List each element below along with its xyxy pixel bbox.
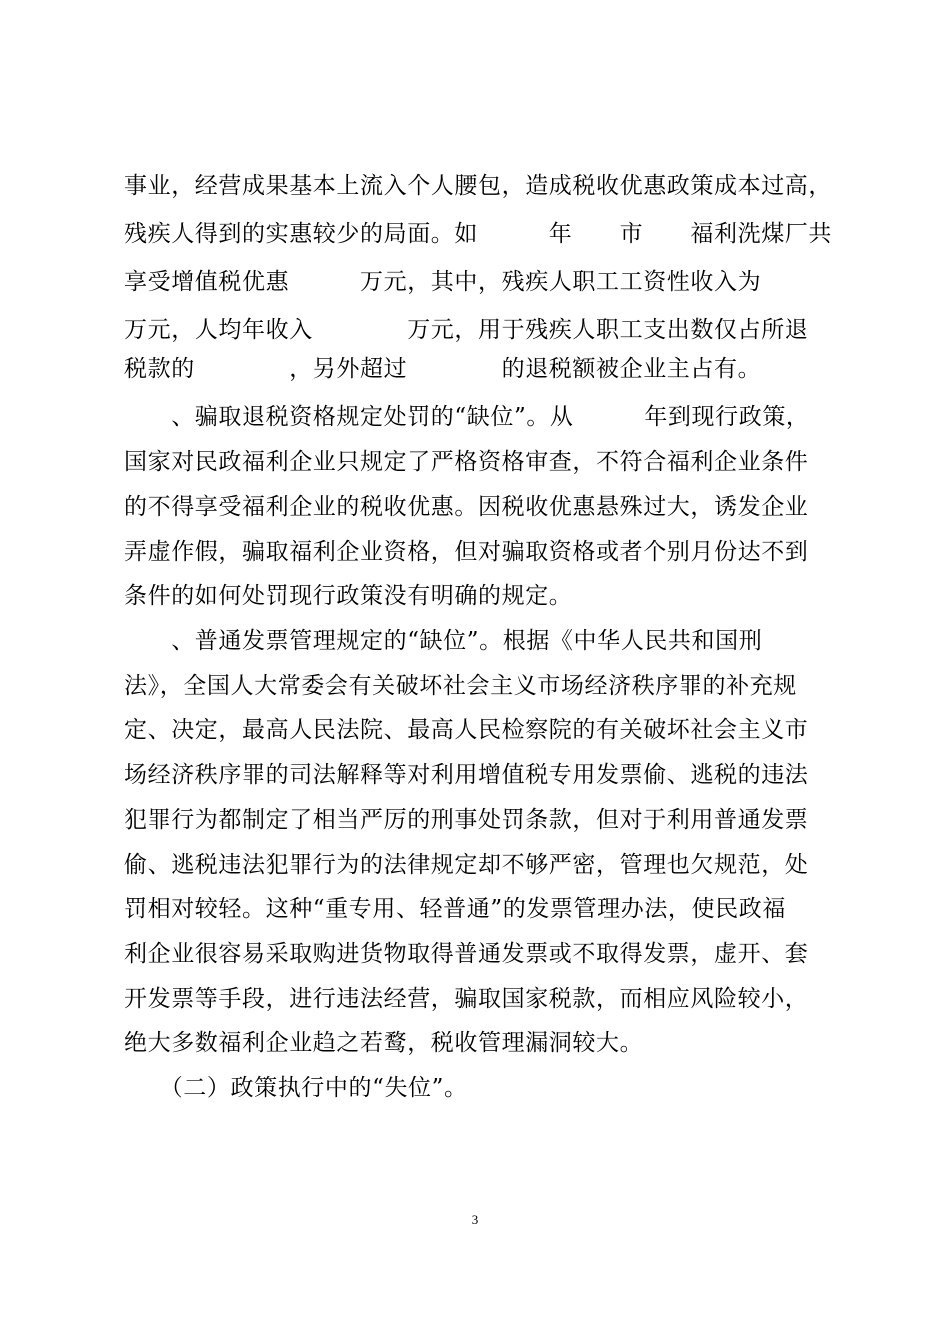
text-line-9: 弄虚作假，骗取福利企业资格，但对骗取资格或者个别月份达不到 xyxy=(124,539,809,565)
text-line-13: 定、决定，最高人民法院、最高人民检察院的有关破坏社会主义市 xyxy=(124,717,809,743)
text-line-12: 法》，全国人大常委会有关破坏社会主义市场经济秩序罪的补充规 xyxy=(124,673,797,699)
text-line-15: 犯罪行为都制定了相当严厉的刑事处罚条款，但对于利用普通发票 xyxy=(124,807,809,833)
text-line-11: 、普通发票管理规定的“缺位”。根据《中华人民共和国刑 xyxy=(124,628,763,654)
text-line-16: 偷、逃税违法犯罪行为的法律规定却不够严密，管理也欠规范，处 xyxy=(124,852,809,878)
text-line-8: 的不得享受福利企业的税收优惠。因税收优惠悬殊过大，诱发企业 xyxy=(124,494,809,520)
text-line-14: 场经济秩序罪的司法解释等对利用增值税专用发票偷、逃税的违法 xyxy=(124,762,809,788)
text-line-7: 国家对民政福利企业只规定了严格资格审查，不符合福利企业条件 xyxy=(124,449,809,475)
text-line-1: 事业，经营成果基本上流入个人腰包，造成税收优惠政策成本过高， xyxy=(124,173,832,199)
text-line-10: 条件的如何处罚现行政策没有明确的规定。 xyxy=(124,583,573,609)
text-line-20: 绝大多数福利企业趋之若鹜，税收管理漏洞较大。 xyxy=(124,1030,644,1056)
text-line-5: 税款的 ，另外超过 的退税额被企业主占有。 xyxy=(124,356,762,382)
text-line-4: 万元，人均年收入 万元，用于残疾人职工支出数仅占所退 xyxy=(124,317,809,343)
text-line-21: （二）政策执行中的“失位”。 xyxy=(124,1075,468,1101)
text-line-18: 利企业很容易采取购进货物取得普通发票或不取得发票，虚开、套 xyxy=(124,941,809,967)
text-line-17: 罚相对较轻。这种“重专用、轻普通”的发票管理办法，使民政福 xyxy=(124,896,786,922)
text-line-19: 开发票等手段，进行违法经营，骗取国家税款，而相应风险较小， xyxy=(124,986,809,1012)
text-line-3: 享受增值税优惠 万元，其中，残疾人职工工资性收入为 xyxy=(124,269,762,295)
page-number: 3 xyxy=(471,1212,479,1227)
text-line-2: 残疾人得到的实惠较少的局面。如 年 市 福利洗煤厂共 xyxy=(124,221,832,247)
text-line-6: 、骗取退税资格规定处罚的“缺位”。从 年到现行政策， xyxy=(124,404,810,430)
